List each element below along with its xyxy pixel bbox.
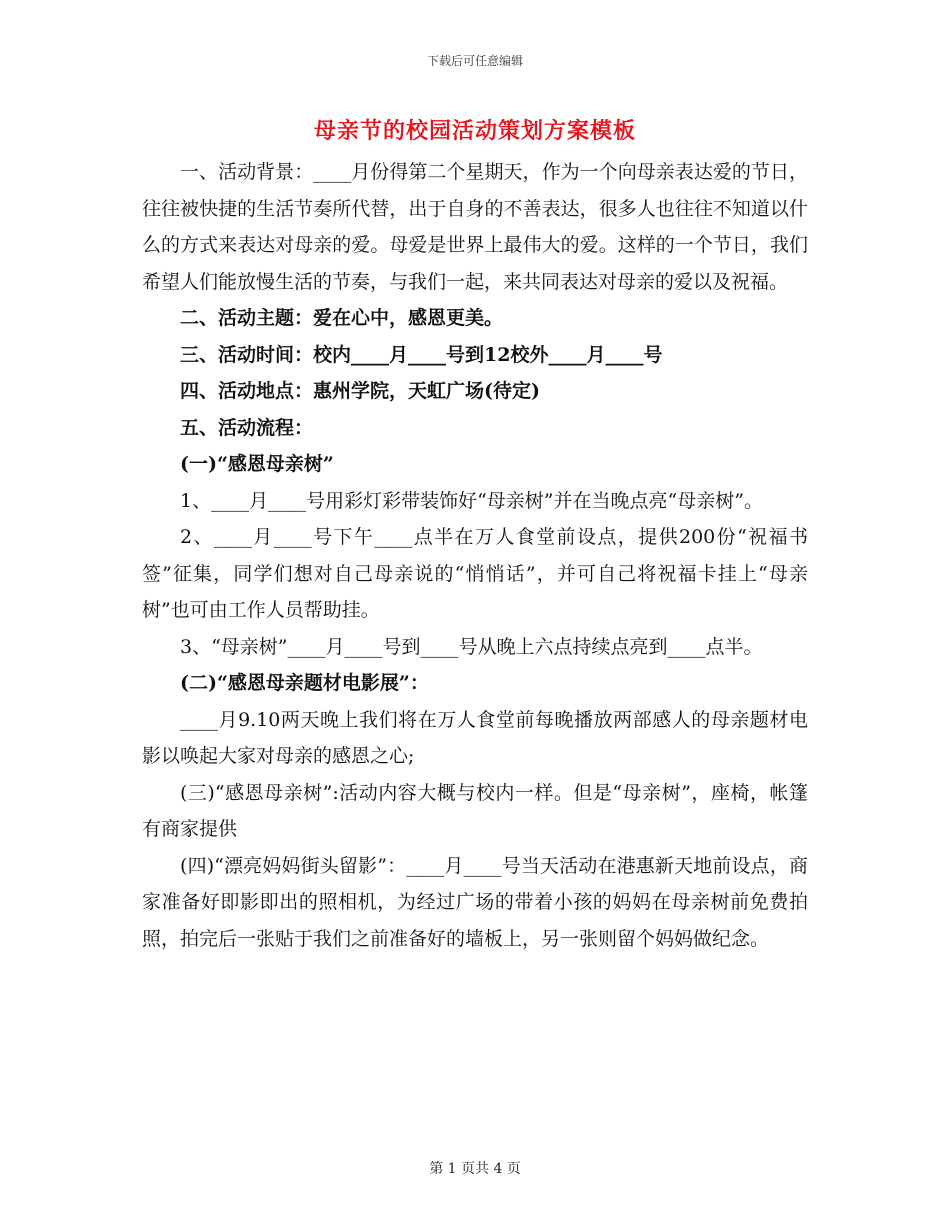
paragraph-section-4: (四)“漂亮妈妈街头留影”：____月____号当天活动在港惠新天地前设点，商家准备好即影即出的照相机，为经过广场的带着小孩的妈妈在母亲树前免费拍照，拍完后一张贴于我们之前准备好的墙板上，另一张则留个妈妈做纪念。 bbox=[142, 854, 808, 950]
paragraph-time: 三、活动时间：校内____月____号到12校外____月____号 bbox=[180, 343, 663, 366]
paragraph-item-1: 1、____月____号用彩灯彩带装饰好“母亲树”并在当晚点亮“母亲树”。 bbox=[180, 489, 763, 512]
paragraph-item-2: 2、____月____号下午____点半在万人食堂前设点，提供200份“祝福书签”征集，同学们想对自己母亲说的“悄悄话”，并可自己将祝福卡挂上“母亲树”也可由工作人员帮助挂。 bbox=[142, 526, 808, 621]
page-header-note: 下载后可任意编辑 bbox=[426, 54, 523, 68]
paragraph-background: 一、活动背景：____月份得第二个星期天，作为一个向母亲表达爱的节日，往往被快捷的生活节奏所代替，出于自身的不善表达，很多人也往往不知道以什么的方式来表达对母亲的爱。母爱是世界上最伟大的爱。这样的一个节日，我们希望人们能放慢生活的节奏，与我们一起，来共同表达对母亲的爱以及祝福。 bbox=[142, 161, 808, 293]
paragraph-theme: 二、活动主题：爱在心中，感恩更美。 bbox=[180, 307, 504, 329]
document-title: 母亲节的校园活动策划方案模板 bbox=[313, 118, 636, 144]
paragraph-section-3: (三)“感恩母亲树”:活动内容大概与校内一样。但是“母亲树”，座椅，帐篷有商家提供 bbox=[142, 781, 808, 840]
paragraph-section-1-heading: (一)“感恩母亲树” bbox=[180, 453, 334, 475]
document-body bbox=[142, 154, 808, 957]
paragraph-process-heading: 五、活动流程： bbox=[180, 416, 314, 439]
paragraph-movie: ____月9.10两天晚上我们将在万人食堂前每晚播放两部感人的母亲题材电影以唤起大家对母亲的感恩之心; bbox=[142, 708, 808, 767]
paragraph-section-2-heading: (二)“感恩母亲题材电影展”： bbox=[180, 672, 429, 694]
paragraph-location: 四、活动地点：惠州学院，天虹广场(待定) bbox=[180, 380, 540, 402]
paragraph-item-3: 3、“母亲树”____月____号到____号从晚上六点持续点亮到____点半。 bbox=[180, 635, 763, 658]
page-footer-number: 第 1 页共 4 页 bbox=[429, 1161, 521, 1177]
